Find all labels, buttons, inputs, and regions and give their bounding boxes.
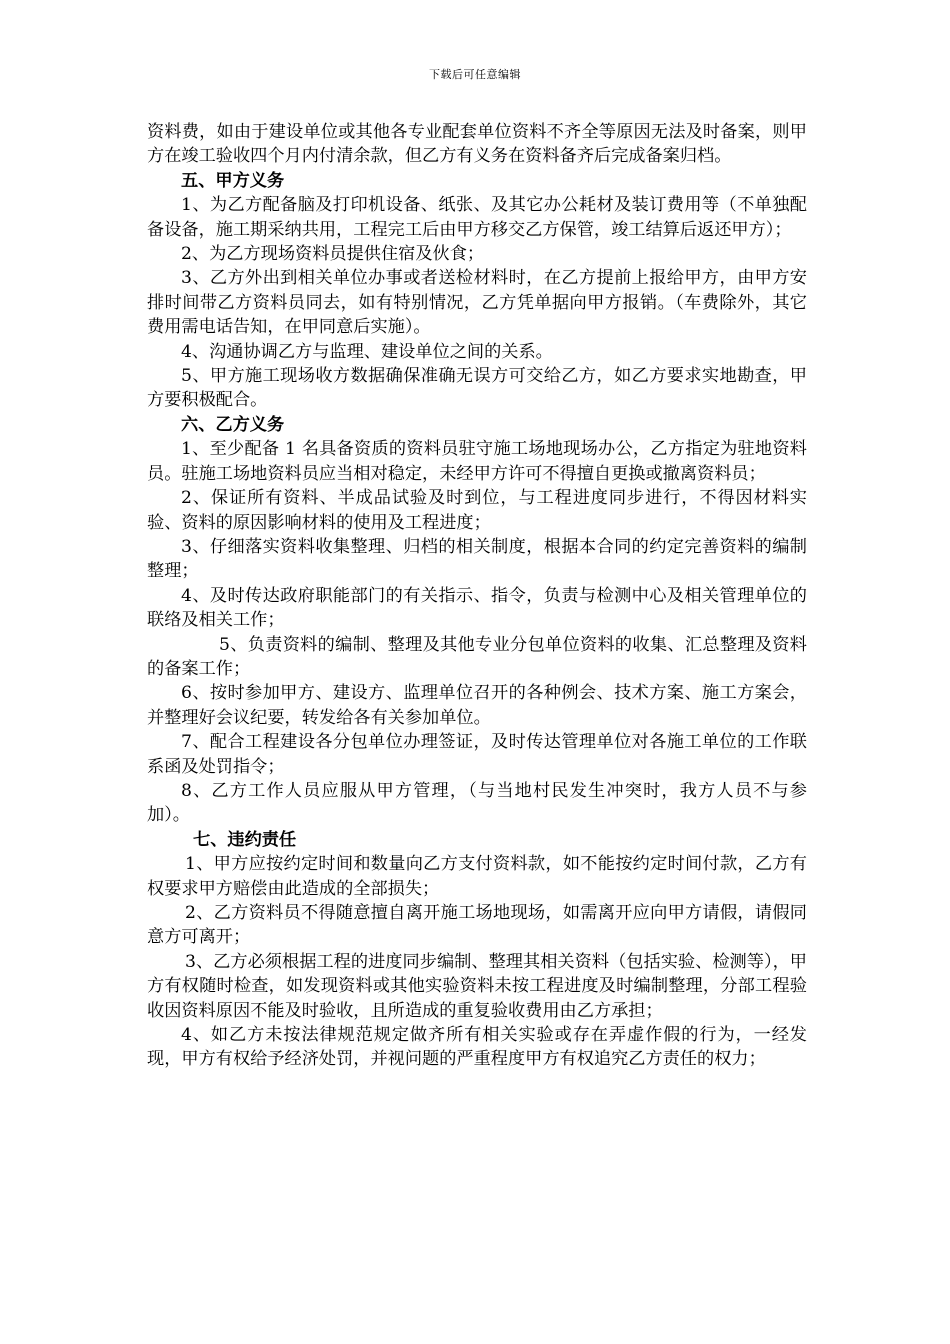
section-6-item-7: 7、配合工程建设各分包单位办理签证，及时传达管理单位对各施工单位的工作联系函及处罚指令； [147, 732, 807, 777]
section-7-item-2: 2、乙方资料员不得随意擅自离开施工场地现场，如需离开应向甲方请假，请假同意方可离开； [147, 903, 807, 948]
continuation-paragraph: 资料费，如由于建设单位或其他各专业配套单位资料不齐全等原因无法及时备案，则甲方在竣工验收四个月内付清余款，但乙方有义务在资料备齐后完成备案归档。 [147, 122, 807, 167]
section-6-item-4: 4、及时传达政府职能部门的有关指示、指令，负责与检测中心及相关管理单位的联络及相关工作； [147, 585, 807, 631]
section-6-item-1: 1、至少配备 1 名具备资质的资料员驻守施工场地现场办公，乙方指定为驻地资料员。驻施工场地资料员应当相对稳定，未经甲方许可不得擅自更换或撤离资料员； [147, 439, 807, 484]
section-6-item-3: 3、仔细落实资料收集整理、归档的相关制度，根据本合同的约定完善资料的编制整理； [147, 536, 807, 582]
section-7-heading: 七、违约责任 [193, 829, 297, 850]
page-header: 下载后可任意编辑 [429, 68, 521, 81]
section-5-item-2: 2、为乙方现场资料员提供住宿及伙食； [181, 244, 485, 265]
section-5-item-4: 4、沟通协调乙方与监理、建设单位之间的关系。 [181, 341, 553, 362]
section-5-item-5: 5、甲方施工现场收方数据确保准确无误方可交给乙方，如乙方要求实地勘查，甲方要积极配合。 [147, 366, 807, 411]
section-6-item-8: 8、乙方工作人员应服从甲方管理，（与当地村民发生冲突时，我方人员不与参加）。 [147, 780, 807, 826]
section-7-item-3: 3、乙方必须根据工程的进度同步编制、整理其相关资料（包括实验、检测等），甲方有权随时检查，如发现资料或其他实验资料未按工程进度及时编制整理，分部工程验收因资料原因不能及时验收，且所造成的重复验收费用由乙方承担； [147, 951, 807, 1021]
section-5-heading: 五、甲方义务 [181, 170, 285, 191]
section-5-item-3: 3、乙方外出到相关单位办事或者送检材料时，在乙方提前上报给甲方，由甲方安排时间带乙方资料员同去，如有特别情况，乙方凭单据向甲方报销。（车费除外，其它费用需电话告知，在甲同意后实施）。 [147, 268, 807, 338]
section-6-item-5: 5、负责资料的编制、整理及其他专业分包单位资料的收集、汇总整理及资料的备案工作； [147, 634, 807, 679]
section-5-item-1: 1、为乙方配备脑及打印机设备、纸张、及其它办公耗材及装订费用等（不单独配备设备，施工期采纳共用，工程完工后由甲方移交乙方保管，竣工结算后返还甲方）； [147, 195, 807, 240]
section-7-item-4: 4、如乙方未按法律规范规定做齐所有相关实验或存在弄虚作假的行为，一经发现，甲方有权给予经济处罚，并视问题的严重程度甲方有权追究乙方责任的权力； [147, 1025, 807, 1070]
document-body [147, 120, 807, 1072]
section-6-heading: 六、乙方义务 [181, 414, 285, 435]
section-7-item-1: 1、甲方应按约定时间和数量向乙方支付资料款，如不能按约定时间付款，乙方有权要求甲方赔偿由此造成的全部损失； [147, 854, 807, 899]
section-6-item-2: 2、保证所有资料、半成品试验及时到位，与工程进度同步进行，不得因材料实验、资料的原因影响材料的使用及工程进度； [147, 488, 807, 533]
section-6-item-6: 6、按时参加甲方、建设方、监理单位召开的各种例会、技术方案、施工方案会，并整理好会议纪要，转发给各有关参加单位。 [147, 683, 807, 728]
